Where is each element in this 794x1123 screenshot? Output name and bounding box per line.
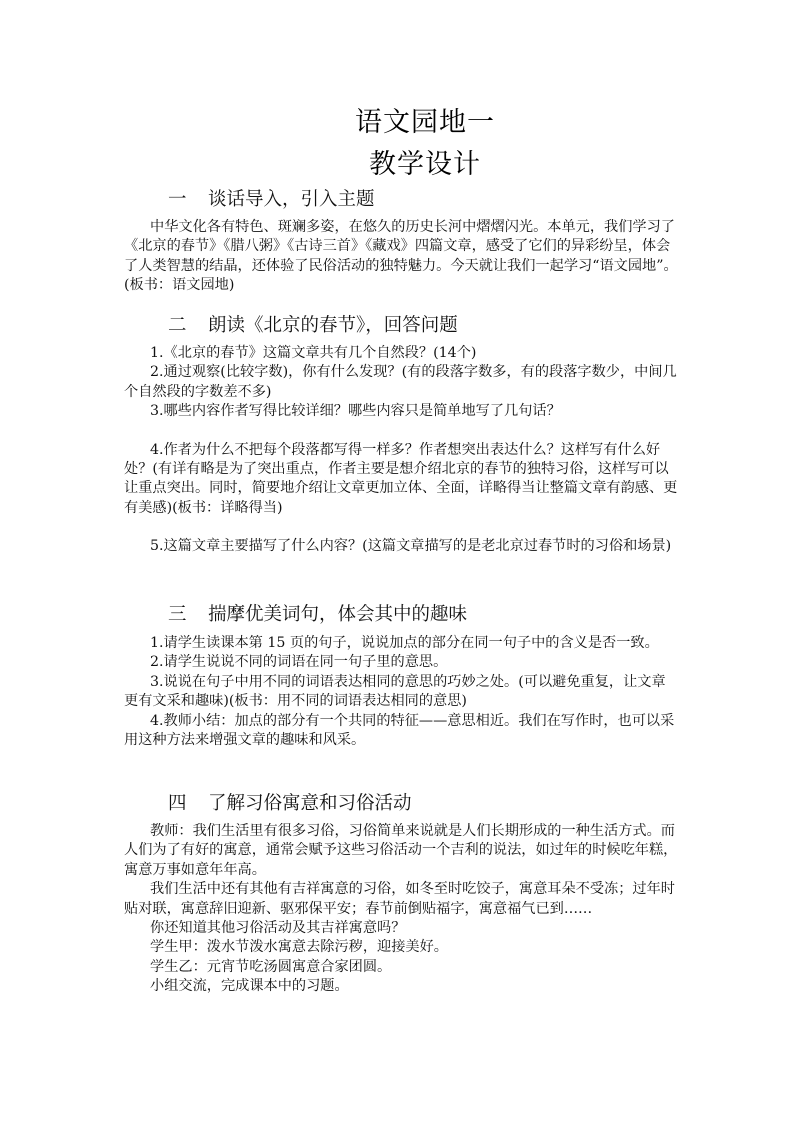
section-body-3 bbox=[124, 634, 679, 750]
paragraph: 3.说说在句子中用不同的词语表达相同的意思的巧妙之处。(可以避免重复，让文章更有文采和趣味)(板书：用不同的词语表达相同的意思) bbox=[124, 673, 666, 710]
section-heading-4 bbox=[168, 789, 412, 815]
section-body-4 bbox=[124, 822, 679, 997]
paragraph: 2.通过观察(比较字数)，你有什么发现？(有的段落字数多，有的段落字数少，中间几个自然段的字数差不多) bbox=[124, 364, 677, 400]
section-body-1 bbox=[124, 218, 679, 296]
document-title: 语文园地一 bbox=[355, 107, 495, 138]
section-heading-3 bbox=[168, 600, 467, 626]
section-number: 一 bbox=[168, 189, 187, 210]
paragraph: 4.作者为什么不把每个段落都写得一样多？作者想突出表达什么？这样写有什么好处？(有详有略是为了突出重点，作者主要是想介绍北京的春节的独特习俗，这样写可以让重点突出。同时，简要地介绍让文章更加立体、全面，详略得当让整篇文章有韵感、更有美感)(板书：详略得当) bbox=[124, 441, 678, 516]
paragraph: 5.这篇文章主要描写了什么内容？(这篇文章描写的是老北京过春节时的习俗和场景) bbox=[150, 538, 672, 555]
section-number: 四 bbox=[168, 793, 187, 814]
paragraph: 教师：我们生活里有很多习俗，习俗简单来说就是人们长期形成的一种生活方式。而人们为了有好的寓意，通常会赋予这些习俗活动一个吉利的说法，如过年的时候吃年糕，寓意万事如意年年高。 bbox=[124, 823, 678, 878]
paragraph: 2.请学生说说不同的词语在同一句子里的意思。 bbox=[150, 654, 448, 671]
section-title: 朗读《北京的春节》，回答问题 bbox=[208, 315, 458, 336]
section-title: 揣摩优美词句，体会其中的趣味 bbox=[208, 604, 468, 625]
section-heading-1 bbox=[168, 185, 375, 211]
section-number: 二 bbox=[168, 315, 187, 336]
paragraph: 我们生活中还有其他有吉祥寓意的习俗，如冬至时吃饺子，寓意耳朵不受冻；过年时贴对联，寓意辞旧迎新、驱邪保平安；春节前倒贴福字，寓意福气已到…… bbox=[124, 881, 675, 917]
paragraph: 中华文化各有特色、斑斓多姿，在悠久的历史长河中熠熠闪光。本单元，我们学习了《北京的春节》《腊八粥》《古诗三首》《藏戏》四篇文章，感受了它们的异彩纷呈，体会了人类智慧的结晶，还体验了民俗活动的独特魅力。今天就让我们一起学习“语文园地”。(板书：语文园地) bbox=[124, 219, 678, 294]
section-number: 三 bbox=[168, 604, 187, 625]
paragraph: 1.《北京的春节》这篇文章共有几个自然段？(14个) bbox=[150, 345, 477, 361]
paragraph: 小组交流，完成课本中的习题。 bbox=[150, 978, 349, 995]
paragraph: 4.教师小结：加点的部分有一个共同的特征——意思相近。我们在写作时，也可以采用这种方法来增强文章的趣味和风采。 bbox=[124, 712, 675, 749]
paragraph: 学生乙：元宵节吃汤圆寓意合家团圆。 bbox=[150, 958, 392, 975]
section-heading-2 bbox=[168, 311, 458, 337]
section-title: 了解习俗寓意和习俗活动 bbox=[208, 793, 412, 814]
section-title: 谈话导入，引入主题 bbox=[208, 189, 375, 210]
document-subtitle: 教学设计 bbox=[369, 149, 481, 180]
paragraph: 1.请学生读课本第 15 页的句子，说说加点的部分在同一句子中的含义是否一致。 bbox=[150, 635, 659, 651]
paragraph: 学生甲：泼水节泼水寓意去除污秽，迎接美好。 bbox=[150, 939, 448, 956]
paragraph: 3.哪些内容作者写得比较详细？哪些内容只是简单地写了几句话？ bbox=[150, 403, 561, 420]
section-body-2 bbox=[124, 344, 679, 557]
paragraph: 你还知道其他习俗活动及其吉祥寓意吗？ bbox=[150, 920, 406, 937]
